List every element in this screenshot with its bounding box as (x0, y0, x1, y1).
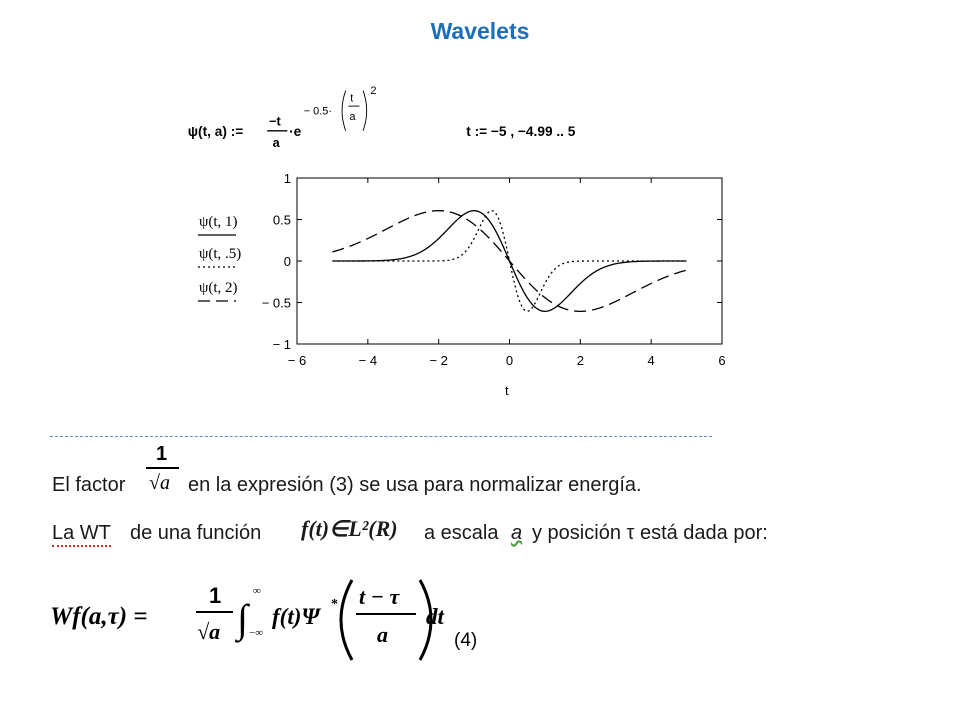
text-line2-mid: de una función (130, 522, 262, 544)
line1-frac-den: √a (149, 472, 170, 494)
psi-def-e: ·e (289, 124, 302, 140)
line1-frac-num: 1 (156, 443, 168, 465)
legend-label-1: ψ(t, 1) (199, 214, 238, 230)
eq-lower-limit: −∞ (249, 627, 264, 639)
t-range: t := −5 , −4.99 .. 5 (466, 124, 576, 140)
x-tick-label: 4 (647, 353, 655, 368)
text-line2-func: f(t)∈L²(R) (301, 516, 398, 541)
slide-title: Wavelets (430, 18, 530, 44)
psi-def-lhs: ψ(t, a) := (187, 124, 244, 140)
line1-fraction (143, 438, 183, 496)
text-line2-post1: a escala (424, 522, 499, 544)
eq-paren-num: t − τ (359, 584, 400, 609)
x-tick-label: − 4 (358, 353, 378, 368)
text-line1-post: en la expresión (3) se usa para normalizar energía. (188, 474, 642, 496)
x-tick-label: − 2 (429, 353, 448, 368)
x-tick-label: 2 (576, 353, 584, 368)
legend-label-2: ψ(t, .5) (199, 246, 242, 262)
eq-integral-sign: ∫ (237, 596, 248, 641)
eq-lhs: Wf(a,τ) = (50, 603, 148, 630)
text-line2-a: a (511, 522, 523, 544)
eq-frac-den: √a (197, 619, 221, 644)
psi-def-num: −t (269, 113, 281, 129)
eq-upper-limit: ∞ (253, 585, 261, 597)
psi-def-den: a (272, 135, 280, 151)
eq-paren-den: a (377, 622, 388, 647)
y-tick-label: − 1 (272, 337, 291, 352)
exp-frac-num: t (350, 92, 354, 105)
x-tick-label: − 6 (287, 353, 307, 368)
separator (50, 436, 712, 437)
wt-equation (48, 572, 508, 672)
x-tick-label: 0 (505, 353, 514, 368)
x-tick-label: 6 (718, 353, 726, 368)
exp-power: 2 (370, 85, 377, 98)
y-tick-label: 1 (283, 171, 291, 186)
eq-frac-num: 1 (209, 583, 222, 608)
legend-label-3: ψ(t, 2) (199, 280, 238, 296)
psi-def-exp-coef: − 0.5· (303, 105, 332, 118)
chart-series (332, 211, 686, 312)
x-axis-label: t (505, 383, 509, 398)
eq-left-paren (341, 580, 352, 660)
y-tick-label: 0 (283, 254, 291, 269)
text-line2-post2: y posición τ está dada por: (532, 522, 768, 544)
text-line2-pre: La WT (52, 522, 111, 547)
y-tick-label: − 0.5 (261, 295, 291, 311)
x-tick-labels (288, 353, 726, 368)
eq-star: * (331, 597, 338, 612)
eq-body: f(t)Ψ (272, 604, 320, 629)
eq-dt: dt (426, 604, 444, 629)
y-tick-labels (262, 171, 291, 352)
chart-legend (198, 214, 241, 301)
eq-number: (4) (454, 630, 478, 651)
exp-frac-den: a (349, 110, 356, 123)
text-line1-pre: El factor (52, 474, 126, 496)
y-tick-label: 0.5 (272, 212, 291, 228)
